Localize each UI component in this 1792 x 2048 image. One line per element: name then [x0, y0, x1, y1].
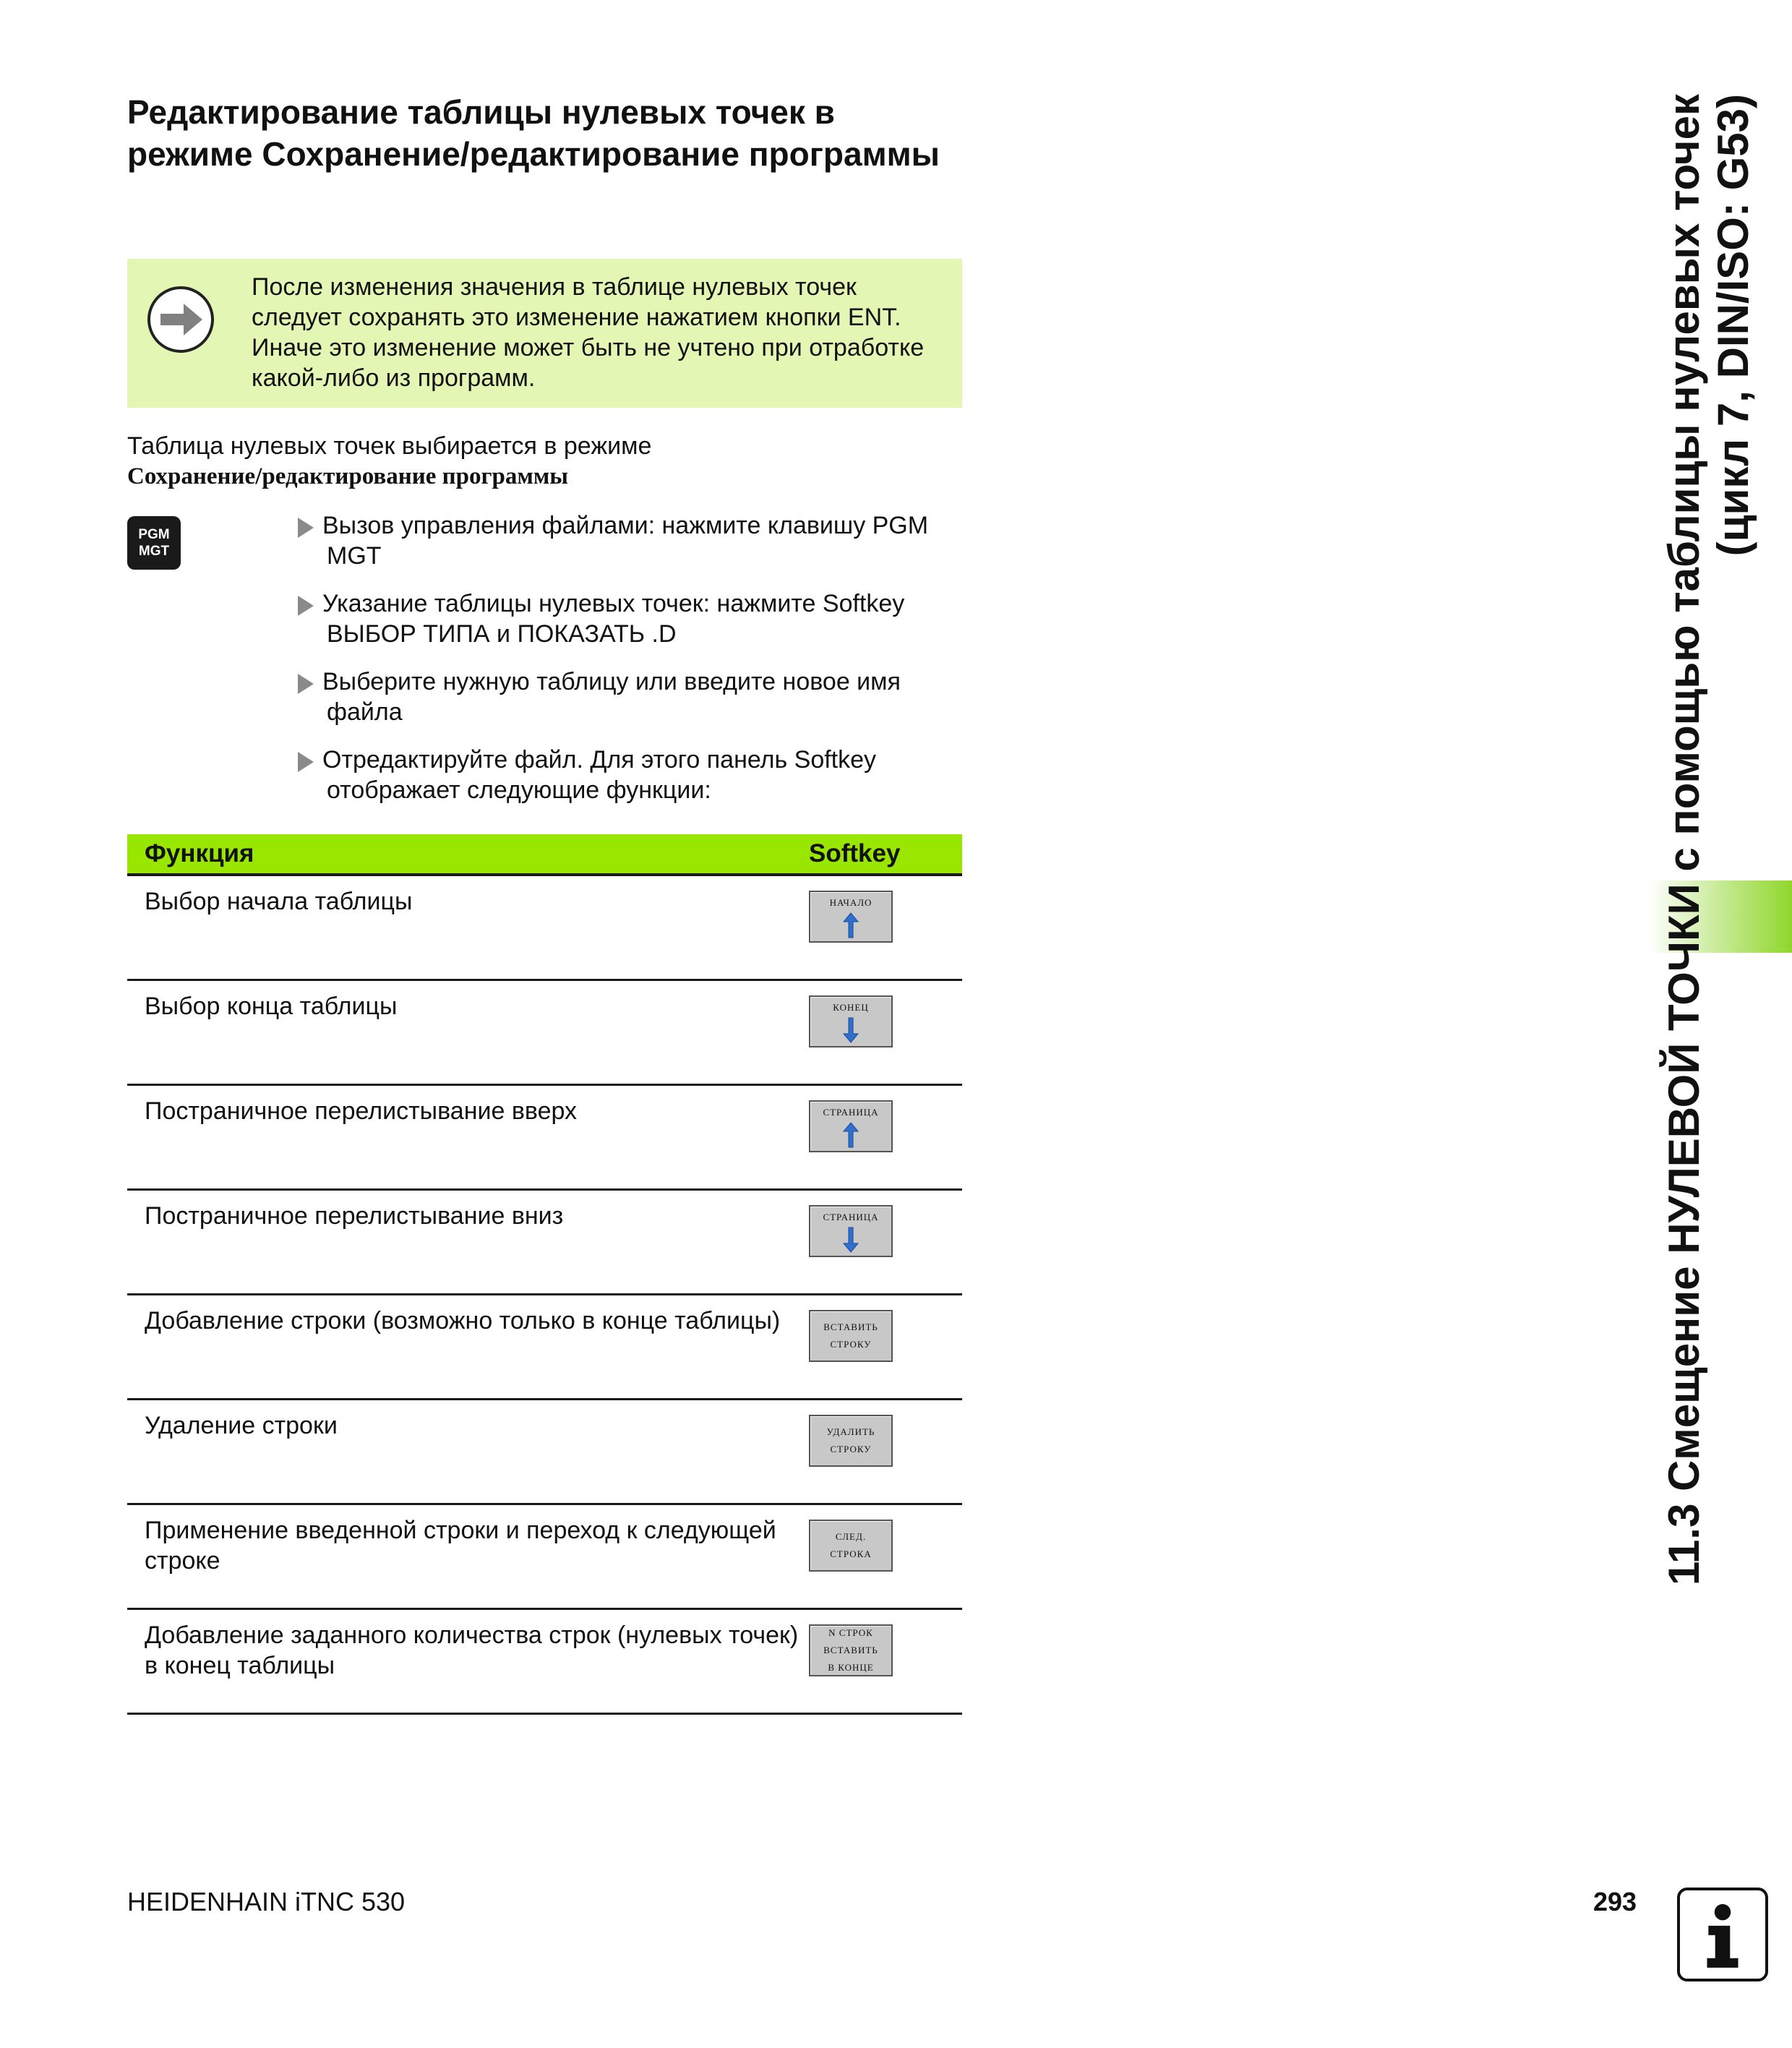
softkey-label: УДАЛИТЬ	[826, 1426, 875, 1437]
table-row	[127, 1190, 962, 1295]
header-function: Функция	[127, 834, 809, 875]
softkey-label: КОНЕЦ	[833, 1002, 869, 1013]
table-row	[127, 980, 962, 1085]
function-table	[127, 834, 962, 1715]
pgm-mgt-key	[127, 516, 181, 570]
softkey-label: СЛЕД.	[835, 1531, 867, 1542]
softkey-label: ВСТАВИТЬ	[823, 1321, 878, 1332]
table-row	[127, 1400, 962, 1504]
function-cell: Удаление строки	[127, 1400, 809, 1504]
softkey-label: СТРОКУ	[830, 1444, 872, 1454]
function-cell: Постраничное перелистывание вниз	[127, 1190, 809, 1295]
step-item	[298, 510, 970, 571]
softkey-button[interactable]	[809, 891, 893, 943]
softkey-label: ВСТАВИТЬ	[823, 1645, 878, 1655]
softkey-cell	[809, 1190, 962, 1295]
function-cell: Добавление строки (возможно только в конце таблицы)	[127, 1295, 809, 1400]
arrow-down-icon	[836, 1226, 865, 1254]
function-cell: Постраничное перелистывание вверх	[127, 1085, 809, 1190]
chapter-side-title	[1660, 94, 1758, 1757]
function-cell: Выбор начала таблицы	[127, 875, 809, 980]
info-icon	[1677, 1888, 1768, 1981]
arrow-up-icon	[836, 1121, 865, 1149]
header-softkey: Softkey	[809, 834, 962, 875]
softkey-cell	[809, 1085, 962, 1190]
softkey-label: СТРАНИЦА	[823, 1212, 879, 1222]
softkey-label: НАЧАЛО	[829, 897, 873, 908]
softkey-cell	[809, 1400, 962, 1504]
table-row	[127, 1085, 962, 1190]
bullet-triangle-icon	[298, 518, 314, 538]
arrow-up-icon	[836, 912, 865, 939]
softkey-label: В КОНЦЕ	[828, 1662, 874, 1673]
table-row	[127, 875, 962, 980]
table-row	[127, 1504, 962, 1609]
function-cell: Выбор конца таблицы	[127, 980, 809, 1085]
bullet-triangle-icon	[298, 752, 314, 772]
step-item	[298, 667, 970, 727]
arrow-right-icon	[146, 285, 215, 354]
pgm-key-line2: MGT	[138, 544, 170, 559]
softkey-button[interactable]	[809, 1310, 893, 1362]
bullet-triangle-icon	[298, 674, 314, 694]
intro-paragraph	[127, 431, 959, 492]
step-item	[298, 588, 970, 649]
table-row	[127, 1295, 962, 1400]
section-title: Редактирование таблицы нулевых точек в режиме Сохранение/редактирование программы	[127, 93, 940, 173]
softkey-cell	[809, 980, 962, 1085]
step-text: Вызов управления файлами: нажмите клавишу PGM MGT	[322, 512, 929, 570]
note-text: После изменения значения в таблице нулевых точек следует сохранять это изменение нажатием кнопки ENT. Иначе это изменение может быть не учтено при отработке какой-либо из программ.	[252, 273, 925, 392]
softkey-button[interactable]	[809, 1415, 893, 1467]
arrow-down-icon	[836, 1016, 865, 1044]
footer-product: HEIDENHAIN iTNC 530	[127, 1887, 406, 1916]
softkey-button[interactable]	[809, 995, 893, 1047]
pgm-key-line1: PGM	[138, 527, 170, 542]
function-cell: Добавление заданного количества строк (нулевых точек) в конец таблицы	[127, 1609, 809, 1714]
softkey-label: N СТРОК	[828, 1627, 873, 1638]
step-text: Отредактируйте файл. Для этого панель Softkey отображает следующие функции:	[322, 746, 877, 804]
table-row	[127, 1609, 962, 1714]
softkey-cell	[809, 1504, 962, 1609]
softkey-button[interactable]	[809, 1205, 893, 1257]
function-cell: Применение введенной строки и переход к следующей строке	[127, 1504, 809, 1609]
table-body	[127, 875, 962, 1714]
softkey-button[interactable]	[809, 1624, 893, 1676]
softkey-cell	[809, 1295, 962, 1400]
softkey-button[interactable]	[809, 1520, 893, 1572]
softkey-cell	[809, 875, 962, 980]
softkey-button[interactable]	[809, 1100, 893, 1152]
intro-mode-name: Сохранение/редактирование программы	[127, 463, 569, 489]
side-title-line1: 11.3 Смещение НУЛЕВОЙ ТОЧКИ с помощью таблицы нулевых точек	[1660, 94, 1708, 1586]
bullet-triangle-icon	[298, 596, 314, 616]
side-title-line2: (цикл 7, DIN/ISO: G53)	[1709, 94, 1757, 557]
softkey-label: СТРОКУ	[830, 1339, 872, 1350]
softkey-cell	[809, 1609, 962, 1714]
table-header-row	[127, 834, 962, 875]
step-item	[298, 745, 970, 805]
softkey-label: СТРАНИЦА	[823, 1107, 879, 1118]
note-box	[127, 259, 962, 408]
intro-text: Таблица нулевых точек выбирается в режиме	[127, 432, 652, 460]
step-text: Указание таблицы нулевых точек: нажмите Softkey ВЫБОР ТИПА и ПОКАЗАТЬ .D	[322, 590, 905, 648]
page-number: 293	[1593, 1887, 1637, 1916]
softkey-label: СТРОКА	[830, 1548, 872, 1559]
step-text: Выберите нужную таблицу или введите новое имя файла	[322, 668, 901, 726]
